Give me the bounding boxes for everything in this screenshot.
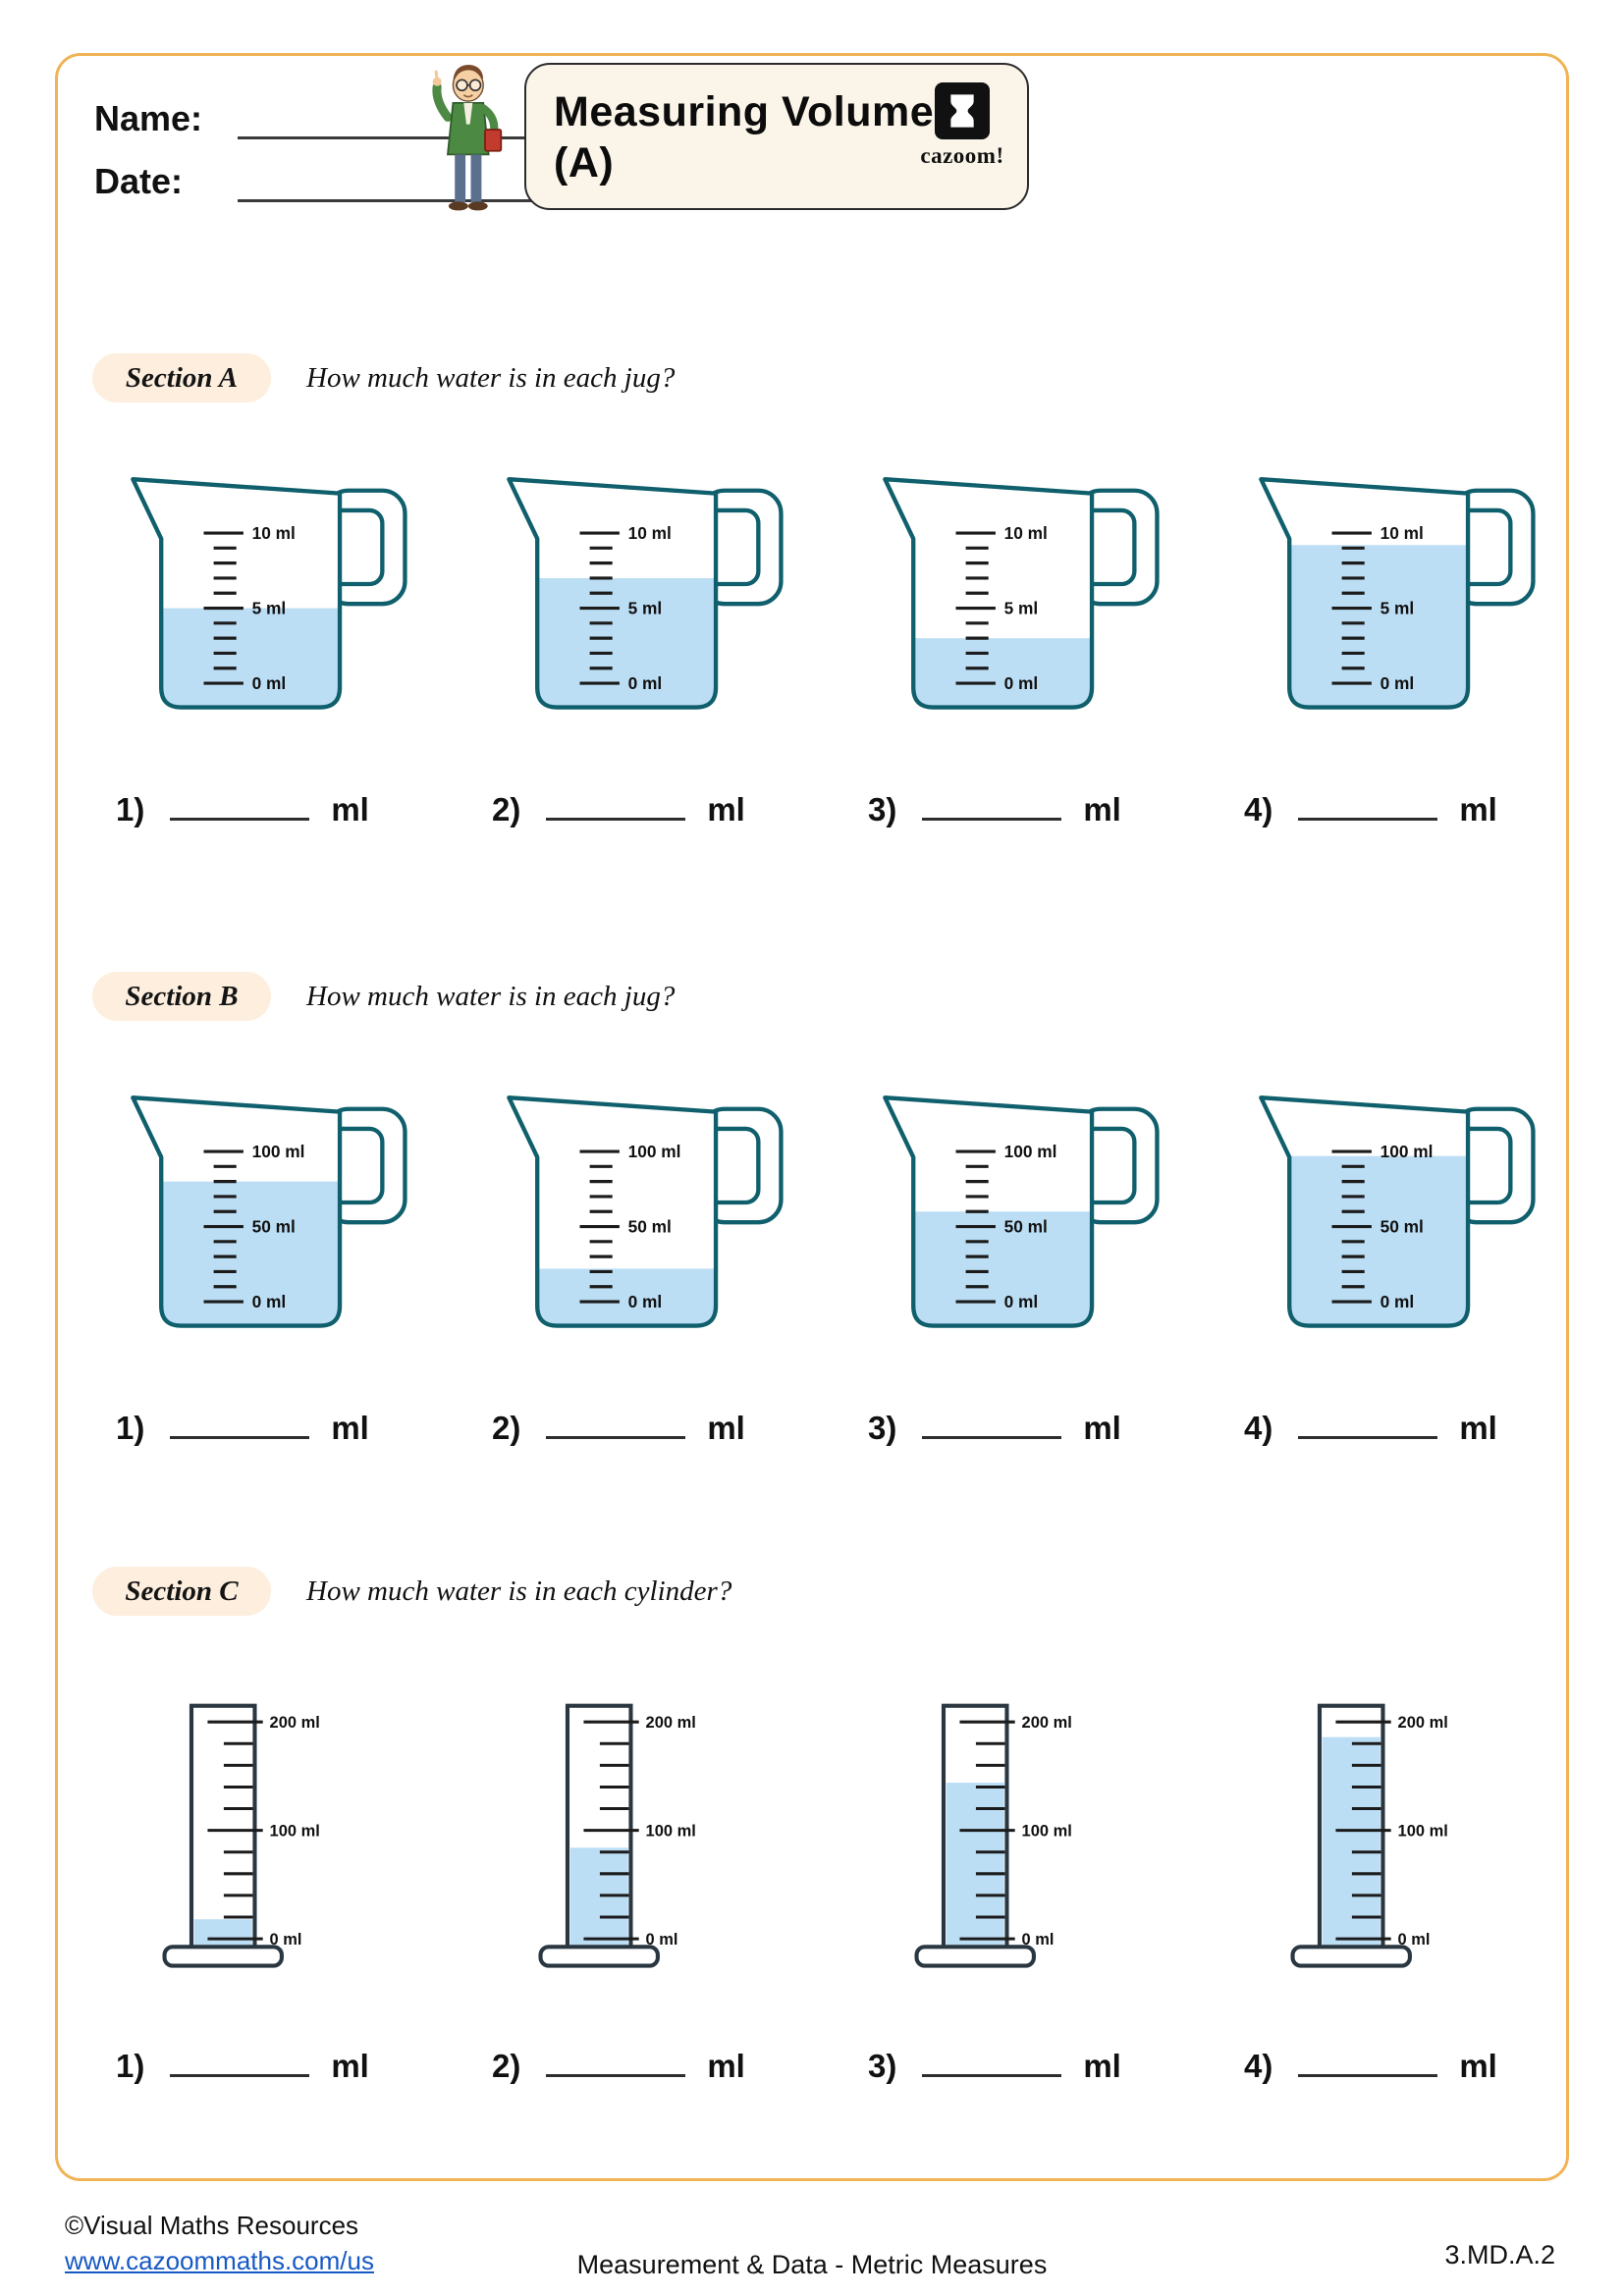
- svg-text:10 ml: 10 ml: [627, 523, 672, 544]
- footer-topic: Measurement & Data - Metric Measures: [576, 2250, 1048, 2279]
- answer-blank-line[interactable]: [546, 1404, 685, 1439]
- answer-number: 1): [116, 1410, 145, 1446]
- jug-figure: [492, 459, 818, 721]
- answer-unit: ml: [1459, 2048, 1497, 2084]
- section-a-question: How much water is in each jug?: [306, 362, 676, 394]
- answer-unit: ml: [1083, 1410, 1121, 1446]
- cylinder-figure: [1266, 1692, 1468, 1982]
- svg-text:100 ml: 100 ml: [1021, 1822, 1072, 1841]
- jug-figure: [1244, 1078, 1570, 1340]
- svg-text:100 ml: 100 ml: [645, 1822, 696, 1841]
- answer-blank-line[interactable]: [922, 1404, 1061, 1439]
- answer-unit: ml: [331, 2048, 369, 2084]
- answer-blank-line[interactable]: [170, 785, 309, 821]
- jug-figure: [868, 1078, 1194, 1340]
- jug-figure: [116, 1078, 442, 1340]
- answer-number: 1): [116, 2048, 145, 2084]
- answer-item: [868, 785, 1121, 828]
- svg-text:0 ml: 0 ml: [627, 1292, 663, 1312]
- teacher-illustration: [417, 55, 515, 224]
- svg-text:5 ml: 5 ml: [1380, 598, 1415, 618]
- answer-item: [116, 1404, 369, 1447]
- svg-text:200 ml: 200 ml: [1397, 1713, 1448, 1732]
- svg-text:200 ml: 200 ml: [269, 1713, 320, 1732]
- svg-text:0 ml: 0 ml: [269, 1930, 302, 1949]
- jug-figure: [1244, 459, 1570, 721]
- answer-item: [1244, 2042, 1497, 2085]
- svg-text:0 ml: 0 ml: [1021, 1930, 1055, 1949]
- svg-text:10 ml: 10 ml: [251, 523, 296, 544]
- svg-text:100 ml: 100 ml: [1397, 1822, 1448, 1841]
- section-b-question: How much water is in each jug?: [306, 981, 676, 1012]
- section-a-header: [0, 353, 1624, 402]
- answer-row-b: [0, 1404, 1624, 1457]
- svg-text:100 ml: 100 ml: [269, 1822, 320, 1841]
- svg-text:0 ml: 0 ml: [1003, 1292, 1039, 1312]
- svg-text:50 ml: 50 ml: [1003, 1216, 1048, 1237]
- answer-number: 2): [492, 1410, 521, 1446]
- answer-blank-line[interactable]: [922, 785, 1061, 821]
- answer-number: 3): [868, 1410, 897, 1446]
- svg-text:0 ml: 0 ml: [645, 1930, 678, 1949]
- svg-text:50 ml: 50 ml: [627, 1216, 672, 1237]
- section-c-header: [0, 1567, 1624, 1616]
- answer-row-a: [0, 785, 1624, 838]
- cylinder-figure: [514, 1692, 716, 1982]
- answer-item: [868, 2042, 1121, 2085]
- answer-number: 2): [492, 791, 521, 828]
- svg-text:0 ml: 0 ml: [1397, 1930, 1431, 1949]
- svg-text:0 ml: 0 ml: [251, 673, 287, 694]
- section-c-question: How much water is in each cylinder?: [306, 1575, 732, 1607]
- answer-item: [492, 785, 745, 828]
- answer-unit: ml: [707, 1410, 745, 1446]
- svg-text:100 ml: 100 ml: [627, 1142, 681, 1162]
- answer-unit: ml: [331, 791, 369, 828]
- svg-text:100 ml: 100 ml: [1380, 1142, 1434, 1162]
- jug-figure: [868, 459, 1194, 721]
- answer-unit: ml: [1459, 1410, 1497, 1446]
- answer-item: [116, 2042, 369, 2085]
- date-label: Date:: [94, 161, 184, 201]
- jug-figure: [492, 1078, 818, 1340]
- answer-unit: ml: [1083, 791, 1121, 828]
- svg-text:10 ml: 10 ml: [1380, 523, 1424, 544]
- answer-unit: ml: [331, 1410, 369, 1446]
- logo-text: cazoom!: [920, 143, 1004, 168]
- answer-number: 4): [1244, 2048, 1273, 2084]
- svg-text:0 ml: 0 ml: [1380, 1292, 1415, 1312]
- answer-number: 1): [116, 791, 145, 828]
- svg-text:5 ml: 5 ml: [627, 598, 663, 618]
- footer-copyright: ©Visual Maths Resources: [65, 2211, 359, 2240]
- hourglass-icon: [935, 82, 990, 139]
- answer-number: 3): [868, 791, 897, 828]
- answer-item: [492, 1404, 745, 1447]
- cylinder-figure: [890, 1692, 1092, 1982]
- answer-item: [868, 1404, 1121, 1447]
- answer-blank-line[interactable]: [546, 785, 685, 821]
- svg-text:0 ml: 0 ml: [251, 1292, 287, 1312]
- answer-blank-line[interactable]: [922, 2042, 1061, 2077]
- section-c-pill: Section C: [92, 1567, 271, 1616]
- section-a-pill: Section A: [92, 353, 271, 402]
- answer-unit: ml: [707, 2048, 745, 2084]
- answer-item: [116, 785, 369, 828]
- section-b-header: [0, 972, 1624, 1021]
- footer-link[interactable]: www.cazoommaths.com/us: [65, 2246, 374, 2275]
- svg-text:10 ml: 10 ml: [1003, 523, 1048, 544]
- page-title: Measuring Volume: [554, 88, 935, 135]
- answer-number: 4): [1244, 1410, 1273, 1446]
- answer-item: [1244, 1404, 1497, 1447]
- answer-unit: ml: [707, 791, 745, 828]
- standard-code: 3.MD.A.2: [1444, 2240, 1555, 2269]
- answer-item: [1244, 785, 1497, 828]
- svg-text:50 ml: 50 ml: [251, 1216, 296, 1237]
- answer-blank-line[interactable]: [170, 2042, 309, 2077]
- svg-text:200 ml: 200 ml: [1021, 1713, 1072, 1732]
- answer-blank-line[interactable]: [1298, 2042, 1437, 2077]
- svg-text:5 ml: 5 ml: [1003, 598, 1039, 618]
- answer-blank-line[interactable]: [1298, 785, 1437, 821]
- answer-number: 4): [1244, 791, 1273, 828]
- answer-blank-line[interactable]: [170, 1404, 309, 1439]
- answer-number: 2): [492, 2048, 521, 2084]
- answer-unit: ml: [1459, 791, 1497, 828]
- svg-text:0 ml: 0 ml: [1380, 673, 1415, 694]
- brand-logo: [911, 82, 1013, 169]
- section-b-pill: Section B: [92, 972, 271, 1021]
- answer-number: 3): [868, 2048, 897, 2084]
- svg-text:5 ml: 5 ml: [251, 598, 287, 618]
- svg-text:200 ml: 200 ml: [645, 1713, 696, 1732]
- name-label: Name:: [94, 98, 203, 138]
- answer-row-c: [0, 2042, 1624, 2095]
- cylinder-figure: [137, 1692, 340, 1982]
- svg-text:100 ml: 100 ml: [1003, 1142, 1057, 1162]
- page-title-suffix: (A): [554, 139, 615, 187]
- svg-text:50 ml: 50 ml: [1380, 1216, 1424, 1237]
- svg-text:0 ml: 0 ml: [627, 673, 663, 694]
- title-box: [524, 63, 1029, 210]
- answer-blank-line[interactable]: [1298, 1404, 1437, 1439]
- svg-text:100 ml: 100 ml: [251, 1142, 305, 1162]
- answer-blank-line[interactable]: [546, 2042, 685, 2077]
- answer-item: [492, 2042, 745, 2085]
- svg-text:0 ml: 0 ml: [1003, 673, 1039, 694]
- jug-figure: [116, 459, 442, 721]
- answer-unit: ml: [1083, 2048, 1121, 2084]
